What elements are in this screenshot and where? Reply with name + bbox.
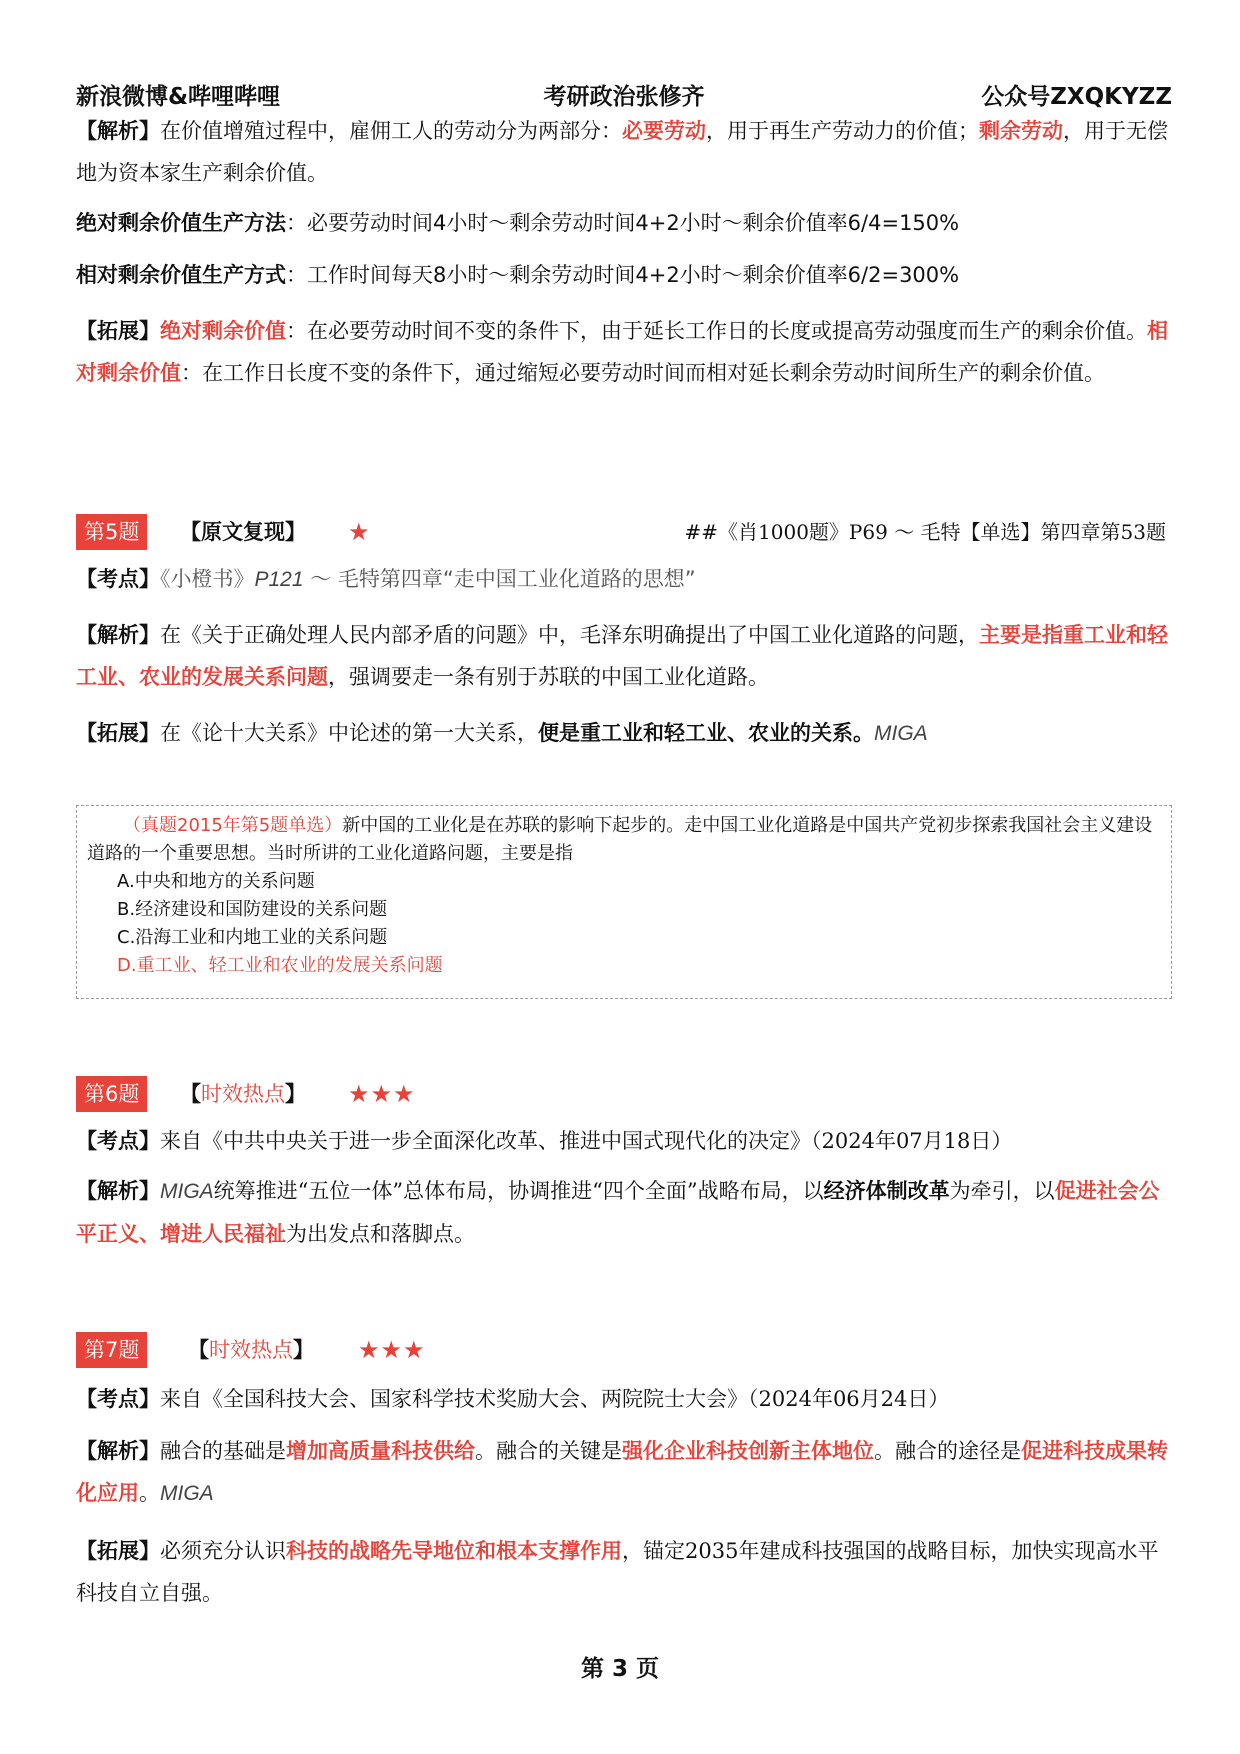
tag-text: 时效热点 (209, 1338, 293, 1362)
q6-tag (180, 1078, 306, 1110)
star-icon: ★★★ (358, 1336, 426, 1364)
exam-question-box (76, 805, 1172, 999)
star-icon: ★ (348, 518, 371, 546)
highlight: 增加高质量科技供给 (286, 1439, 475, 1463)
text: ～ 毛特第四章“走中国工业化道路的思想” (303, 567, 696, 591)
bracket: 【 (180, 1082, 201, 1106)
exam-stem (87, 812, 1163, 868)
kaodian-label: 【考点】 (76, 567, 160, 591)
header-right: 公众号ZXQKYZZ (981, 84, 1172, 110)
highlight: 科技的战略先导地位和根本支撑作用 (286, 1539, 622, 1563)
highlight: 促进科技成果转化应用 (76, 1439, 1168, 1505)
q5-tag: 【原文复现】 (180, 520, 306, 544)
jiexi-label: 【解析】 (76, 1439, 160, 1463)
q7-tag (188, 1334, 314, 1366)
highlight: 必要劳动 (622, 119, 706, 143)
star-icon: ★★★ (348, 1080, 416, 1108)
bracket: 【 (188, 1338, 209, 1362)
highlight: 强化企业科技创新主体地位 (622, 1439, 874, 1463)
text: 。 (139, 1481, 160, 1505)
q5-tuozhan (76, 712, 1172, 755)
question-badge: 第6题 (76, 1076, 147, 1112)
bracket: 】 (285, 1082, 306, 1106)
highlight: 相对剩余价值 (76, 319, 1168, 385)
q7-jiexi (76, 1430, 1172, 1515)
q5-header (76, 514, 1172, 552)
question-badge: 第7题 (76, 1332, 147, 1368)
kaodian-label: 【考点】 (76, 1129, 160, 1153)
q6-jiexi (76, 1170, 1172, 1255)
exam-source: （真题2015年第5题单选） (123, 815, 343, 836)
text: 。融合的关键 (475, 1439, 601, 1463)
text: 《小橙书》 (160, 567, 255, 591)
text: 为牵引，以 (949, 1179, 1055, 1203)
miga-tag: MIGA (160, 1180, 214, 1203)
rel-label: 相对剩余价值生产方式 (76, 263, 286, 287)
text: 来自《全国科技大会、国家科学技术奖励大会、两院院士大会》（2024年06月24日） (160, 1387, 950, 1411)
text: ，强调要走一条有别于苏联的中国工业化道路。 (328, 665, 769, 689)
intro-tuozhan (76, 310, 1172, 394)
q7-kaodian (76, 1378, 1172, 1420)
bracket: 】 (293, 1338, 314, 1362)
tag-text: 时效热点 (201, 1082, 285, 1106)
highlight: 绝对剩余价值 (160, 319, 286, 343)
exam-source-text: 真题2015年第5题单选 (141, 815, 325, 836)
text: 在《论十大关系》中论述的第一大关系， (160, 721, 538, 745)
text: 新中国的工业化是在苏联的影响下起步的。走中国工业化道路是中国共产党初步探索我国社会主义建设道路的一个重要思想。当时所讲的工业化道路问题，主要是指 (87, 815, 1153, 864)
text: ：在工作日长度不变的条件下，通过缩短必要劳动时间而相对延长剩余劳动时间所生产的剩余价值。 (181, 361, 1105, 385)
text: 必须充分认识 (160, 1539, 286, 1563)
tuozhan-label: 【拓展】 (76, 721, 160, 745)
text: ，用于无偿地为资本家生产剩余价值。 (76, 119, 1168, 185)
tuozhan-label: 【拓展】 (76, 319, 160, 343)
text: 统筹推进“五位一体”总体布局，协调推进“四个全面”战略布局，以 (213, 1179, 824, 1203)
jiexi-label: 【解析】 (76, 119, 160, 143)
header-center: 考研政治张修齐 (543, 84, 705, 110)
q7-header (76, 1332, 1172, 1370)
page-number: 第 3 页 (580, 1656, 660, 1682)
highlight: 促进社会公平正义、增进人民福祉 (76, 1179, 1160, 1246)
text: 。融合的途径 (874, 1439, 1000, 1463)
highlight: 主要是指重工业和轻工业、农业的发展关系问题 (76, 623, 1168, 689)
text: 融合的基础 (160, 1439, 265, 1463)
option-b: B.经济建设和国防建设的关系问题 (117, 899, 388, 920)
jiexi-label: 【解析】 (76, 1179, 160, 1203)
q5-kaodian (76, 558, 1172, 601)
q6-kaodian (76, 1120, 1172, 1162)
tuozhan-label: 【拓展】 (76, 1539, 160, 1563)
text: 是 (265, 1439, 286, 1463)
header-left: 新浪微博&哔哩哔哩 (76, 84, 281, 110)
jiexi-label: 【解析】 (76, 623, 160, 647)
page-ref: P121 (254, 568, 304, 591)
q5-jiexi (76, 614, 1172, 698)
option-d-correct: D.重工业、轻工业和农业的发展关系问题 (117, 955, 443, 976)
text: 来自《中共中央关于进一步全面深化改革、推进中国式现代化的决定》（2024年07月18日） (160, 1129, 1013, 1153)
option-c: C.沿海工业和内地工业的关系问题 (117, 927, 388, 948)
text: 是 (601, 1439, 622, 1463)
text: ，锚定2035年建成科技强国的战略目标，加快实现高水平科技自立自强。 (76, 1539, 1159, 1605)
text: ：在必要劳动时间不变的条件下，由于延长工作日的长度或提高劳动强度而生产的剩余价值。 (286, 319, 1147, 343)
intro-jiexi (76, 110, 1172, 194)
text: ：必要劳动时间4小时～剩余劳动时间4+2小时～剩余价值率6/4=150% (286, 211, 960, 235)
text: ：工作时间每天8小时～剩余劳动时间4+2小时～剩余价值率6/2=300% (286, 263, 960, 287)
text: 是 (1000, 1439, 1021, 1463)
text: 在《关于正确处理人民内部矛盾的问题》中，毛泽东明确提出了中国工业化道路的问题， (160, 623, 979, 647)
option-a: A.中央和地方的关系问题 (117, 871, 315, 892)
question-badge: 第5题 (76, 514, 147, 550)
q6-header (76, 1076, 1172, 1114)
miga-tag: MIGA (874, 722, 928, 745)
kaodian-label: 【考点】 (76, 1387, 160, 1411)
text: 在价值增殖过程中，雇佣工人的劳动分为两部分： (160, 119, 622, 143)
relative-method (76, 254, 1172, 296)
bold-text: 便是重工业和轻工业、农业的关系。 (538, 721, 874, 745)
text: ，用于再生产劳动力的价值； (706, 119, 979, 143)
miga-tag: MIGA (160, 1482, 214, 1505)
q7-tuozhan (76, 1530, 1172, 1614)
page-header (76, 78, 1172, 114)
q5-reference: ##《肖1000题》P69 ～ 毛特【单选】第四章第53题 (684, 520, 1166, 544)
text: 为出发点和落脚点。 (286, 1222, 475, 1246)
absolute-method (76, 202, 1172, 244)
bold-text: 经济体制改革 (823, 1179, 950, 1203)
abs-label: 绝对剩余价值生产方法 (76, 211, 286, 235)
highlight: 剩余劳动 (979, 119, 1063, 143)
